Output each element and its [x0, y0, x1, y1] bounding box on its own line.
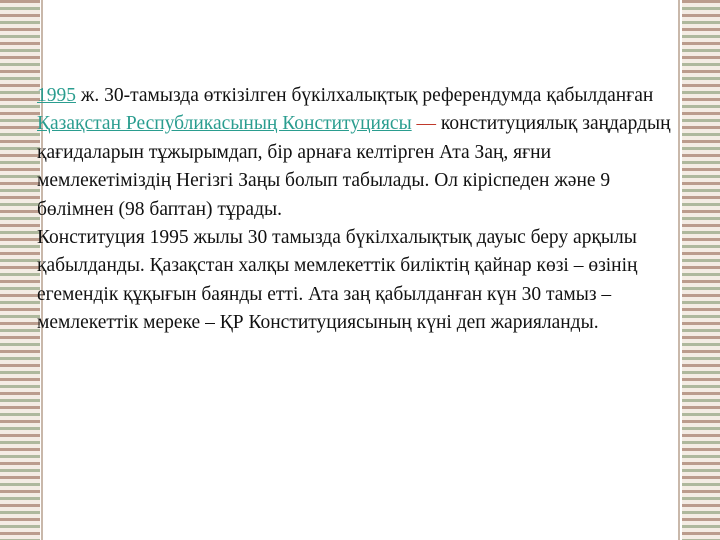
article-body — [37, 82, 687, 338]
decorative-border-right — [682, 0, 720, 540]
year-link[interactable]: 1995 — [37, 85, 76, 106]
paragraph-1-text-b: конституциялық заңдардың қағидаларын тұжырымдап, бір арнаға келтірген Ата Заң, яғни мемлекетіміздің Негізгі Заңы болып табылады. Ол кіріспеден және 9 бөлімнен (98 баптан) тұрады. — [37, 113, 671, 220]
paragraph-1-text-a: ж. 30-тамызда өткізілген бүкілхалықтық референдумда қабылданған — [76, 85, 654, 106]
paragraph-2: Конституция 1995 жылы 30 тамызда бүкілхалықтық дауыс беру арқылы қабылданды. Қазақстан халқы мемлекеттік биліктің қайнар көзі – өзінің егемендік құқығын баянды етті. Ата заң қабылданған күн 30 тамыз – мемлекеттік мереке – ҚР Конституциясының күні деп жарияланды. — [37, 227, 638, 334]
em-dash: — — [411, 113, 437, 135]
paragraph-1 — [37, 82, 687, 224]
constitution-link[interactable]: Қазақстан Республикасының Конституциясы — [37, 113, 412, 135]
decorative-border-left — [0, 0, 40, 540]
